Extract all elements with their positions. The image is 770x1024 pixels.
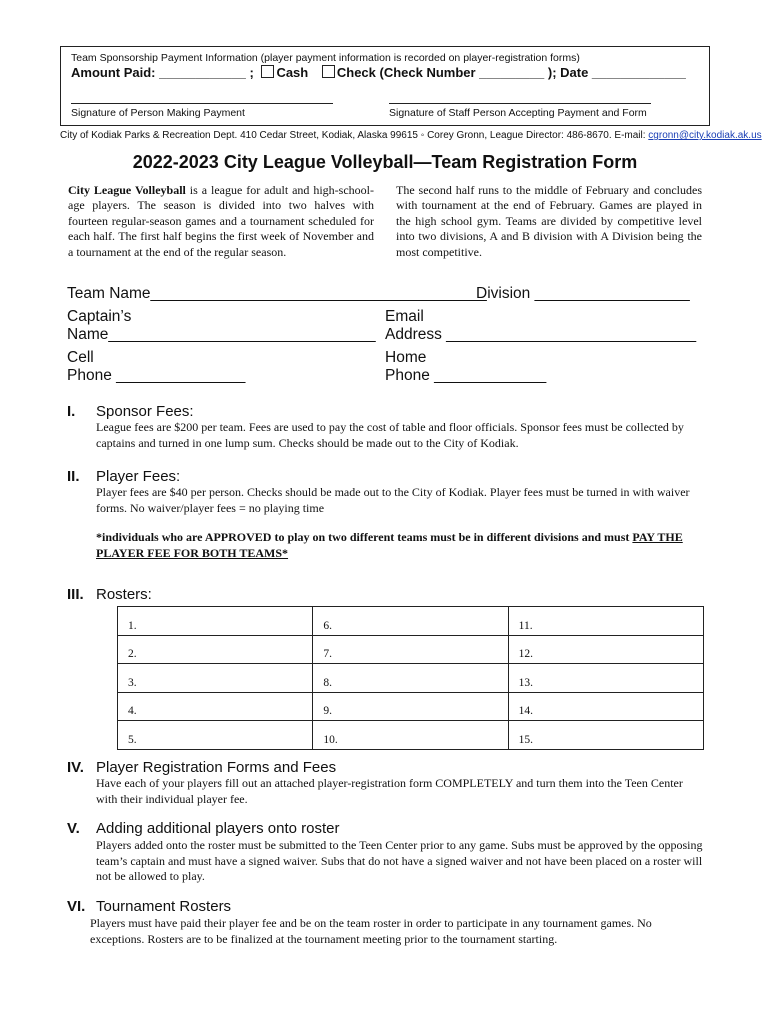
home-label: Home	[385, 349, 427, 366]
section-5-number: V.	[67, 820, 80, 837]
roster-cell[interactable]: 6.	[313, 607, 508, 636]
section-2-note	[96, 530, 706, 561]
roster-cell[interactable]: 14.	[508, 692, 703, 721]
check-label: Check (Check Number _________ ); Date _____________	[336, 65, 686, 80]
roster-cell[interactable]: 7.	[313, 635, 508, 664]
section-6-number: VI.	[67, 898, 86, 915]
roster-row	[118, 692, 704, 721]
section-2-title: Player Fees:	[96, 468, 181, 485]
roster-row	[118, 664, 704, 693]
email-label: Email	[385, 308, 424, 325]
payer-signature-label: Signature of Person Making Payment	[71, 107, 245, 119]
cash-checkbox[interactable]	[261, 65, 274, 78]
payment-note: Team Sponsorship Payment Information (player payment information is recorded on player-registration forms)	[71, 52, 580, 64]
payer-signature-line[interactable]	[71, 103, 333, 104]
section-3-title: Rosters:	[96, 586, 152, 603]
cell-phone-field[interactable]: Phone _______________	[67, 367, 246, 384]
section-5-body: Players added onto the roster must be submitted to the Teen Center prior to any game. Subs must be approved by the opposing team’s captain and must have a signed waiver. Subs that do not have a signed waiver and not have been placed on a roster will not be allowed to play.	[96, 838, 703, 883]
section-3-number: III.	[67, 586, 84, 603]
page-title: 2022-2023 City League Volleyball—Team Registration Form	[132, 152, 638, 172]
home-phone-field[interactable]: Phone _____________	[385, 367, 547, 384]
section-5-title: Adding additional players onto roster	[96, 820, 340, 837]
section-6-title: Tournament Rosters	[96, 898, 232, 915]
staff-signature-label: Signature of Staff Person Accepting Payment and Form	[389, 107, 647, 119]
contact-email-link[interactable]: cgronn@city.kodiak.ak.us	[648, 130, 762, 141]
amount-paid-line	[71, 65, 686, 80]
check-checkbox[interactable]	[322, 65, 335, 78]
roster-cell[interactable]: 13.	[508, 664, 703, 693]
section-6-body: Players must have paid their player fee and be on the team roster in order to participate in any tournament games. No exceptions. Rosters are to be finalized at the tournament meeting prior to the tournament starting.	[90, 916, 652, 946]
staff-signature-line[interactable]	[389, 103, 651, 104]
roster-row	[118, 607, 704, 636]
captain-name-field[interactable]: Name_______________________________	[67, 326, 376, 343]
roster-cell[interactable]: 12.	[508, 635, 703, 664]
roster-row	[118, 635, 704, 664]
email-address-field[interactable]: Address _____________________________	[385, 326, 697, 343]
division-field[interactable]: Division __________________	[476, 285, 690, 302]
contact-line	[60, 130, 762, 141]
cash-label: Cash	[276, 65, 309, 80]
team-name-field[interactable]: Team Name_______________________________________	[67, 285, 487, 302]
roster-cell[interactable]: 9.	[313, 692, 508, 721]
roster-cell[interactable]: 15.	[508, 721, 703, 750]
section-1-title: Sponsor Fees:	[96, 403, 194, 420]
intro-left-text: is a league for adult and high-school-age players. The season is divided into two halves with fourteen regular-season games and a tournament scheduled for each half. The first half begins the first week of November and a tournament at the end of the regular season.	[68, 183, 374, 259]
roster-cell[interactable]: 10.	[313, 721, 508, 750]
contact-text: City of Kodiak Parks & Recreation Dept. 410 Cedar Street, Kodiak, Alaska 99615 ◦ Corey Gronn, League Director: 486-8670. E-mail:	[60, 130, 649, 141]
roster-cell[interactable]: 4.	[118, 692, 313, 721]
captains-label: Captain’s	[67, 308, 132, 325]
section-2-body: Player fees are $40 per person. Checks should be made out to the City of Kodiak. Player fees must be turned in with waiver forms. No waiver/player fees = no playing time	[96, 485, 690, 515]
section-1-number: I.	[67, 403, 76, 420]
roster-cell[interactable]: 2.	[118, 635, 313, 664]
intro-left-paragraph	[68, 183, 374, 260]
intro-right-paragraph: The second half runs to the middle of February and concludes with tournament at the end of February. Games are played in the high school gym. Teams are divided by competitive level into two divisions, A and B division with A Division being the most competitive.	[396, 183, 702, 259]
section-4-body: Have each of your players fill out an attached player-registration form COMPLETELY and turn them into the Teen Center with their individual player fee.	[96, 776, 683, 806]
section-2-number: II.	[67, 468, 80, 485]
roster-cell[interactable]: 3.	[118, 664, 313, 693]
intro-league-name: City League Volleyball	[68, 183, 186, 197]
section-2-note-text: *individuals who are APPROVED to play on two different teams must be in different divisions and must	[96, 530, 633, 544]
roster-cell[interactable]: 11.	[508, 607, 703, 636]
section-2-note-underlined: PAY THE PLAYER FEE FOR BOTH TEAMS*	[96, 530, 683, 560]
section-4-title: Player Registration Forms and Fees	[96, 759, 337, 776]
roster-row	[118, 721, 704, 750]
section-4-number: IV.	[67, 759, 84, 776]
roster-cell[interactable]: 5.	[118, 721, 313, 750]
section-1-body: League fees are $200 per team. Fees are used to pay the cost of table and floor officials. Sponsor fees must be collected by captains and turned in one lump sum. Checks should be made out to the City of Kodiak.	[96, 420, 684, 450]
roster-cell[interactable]: 1.	[118, 607, 313, 636]
cell-label: Cell	[67, 349, 94, 366]
roster-cell[interactable]: 8.	[313, 664, 508, 693]
roster-table	[117, 606, 704, 750]
amount-paid-label: Amount Paid: ____________ ;	[71, 65, 254, 80]
payment-info-box	[60, 46, 710, 126]
